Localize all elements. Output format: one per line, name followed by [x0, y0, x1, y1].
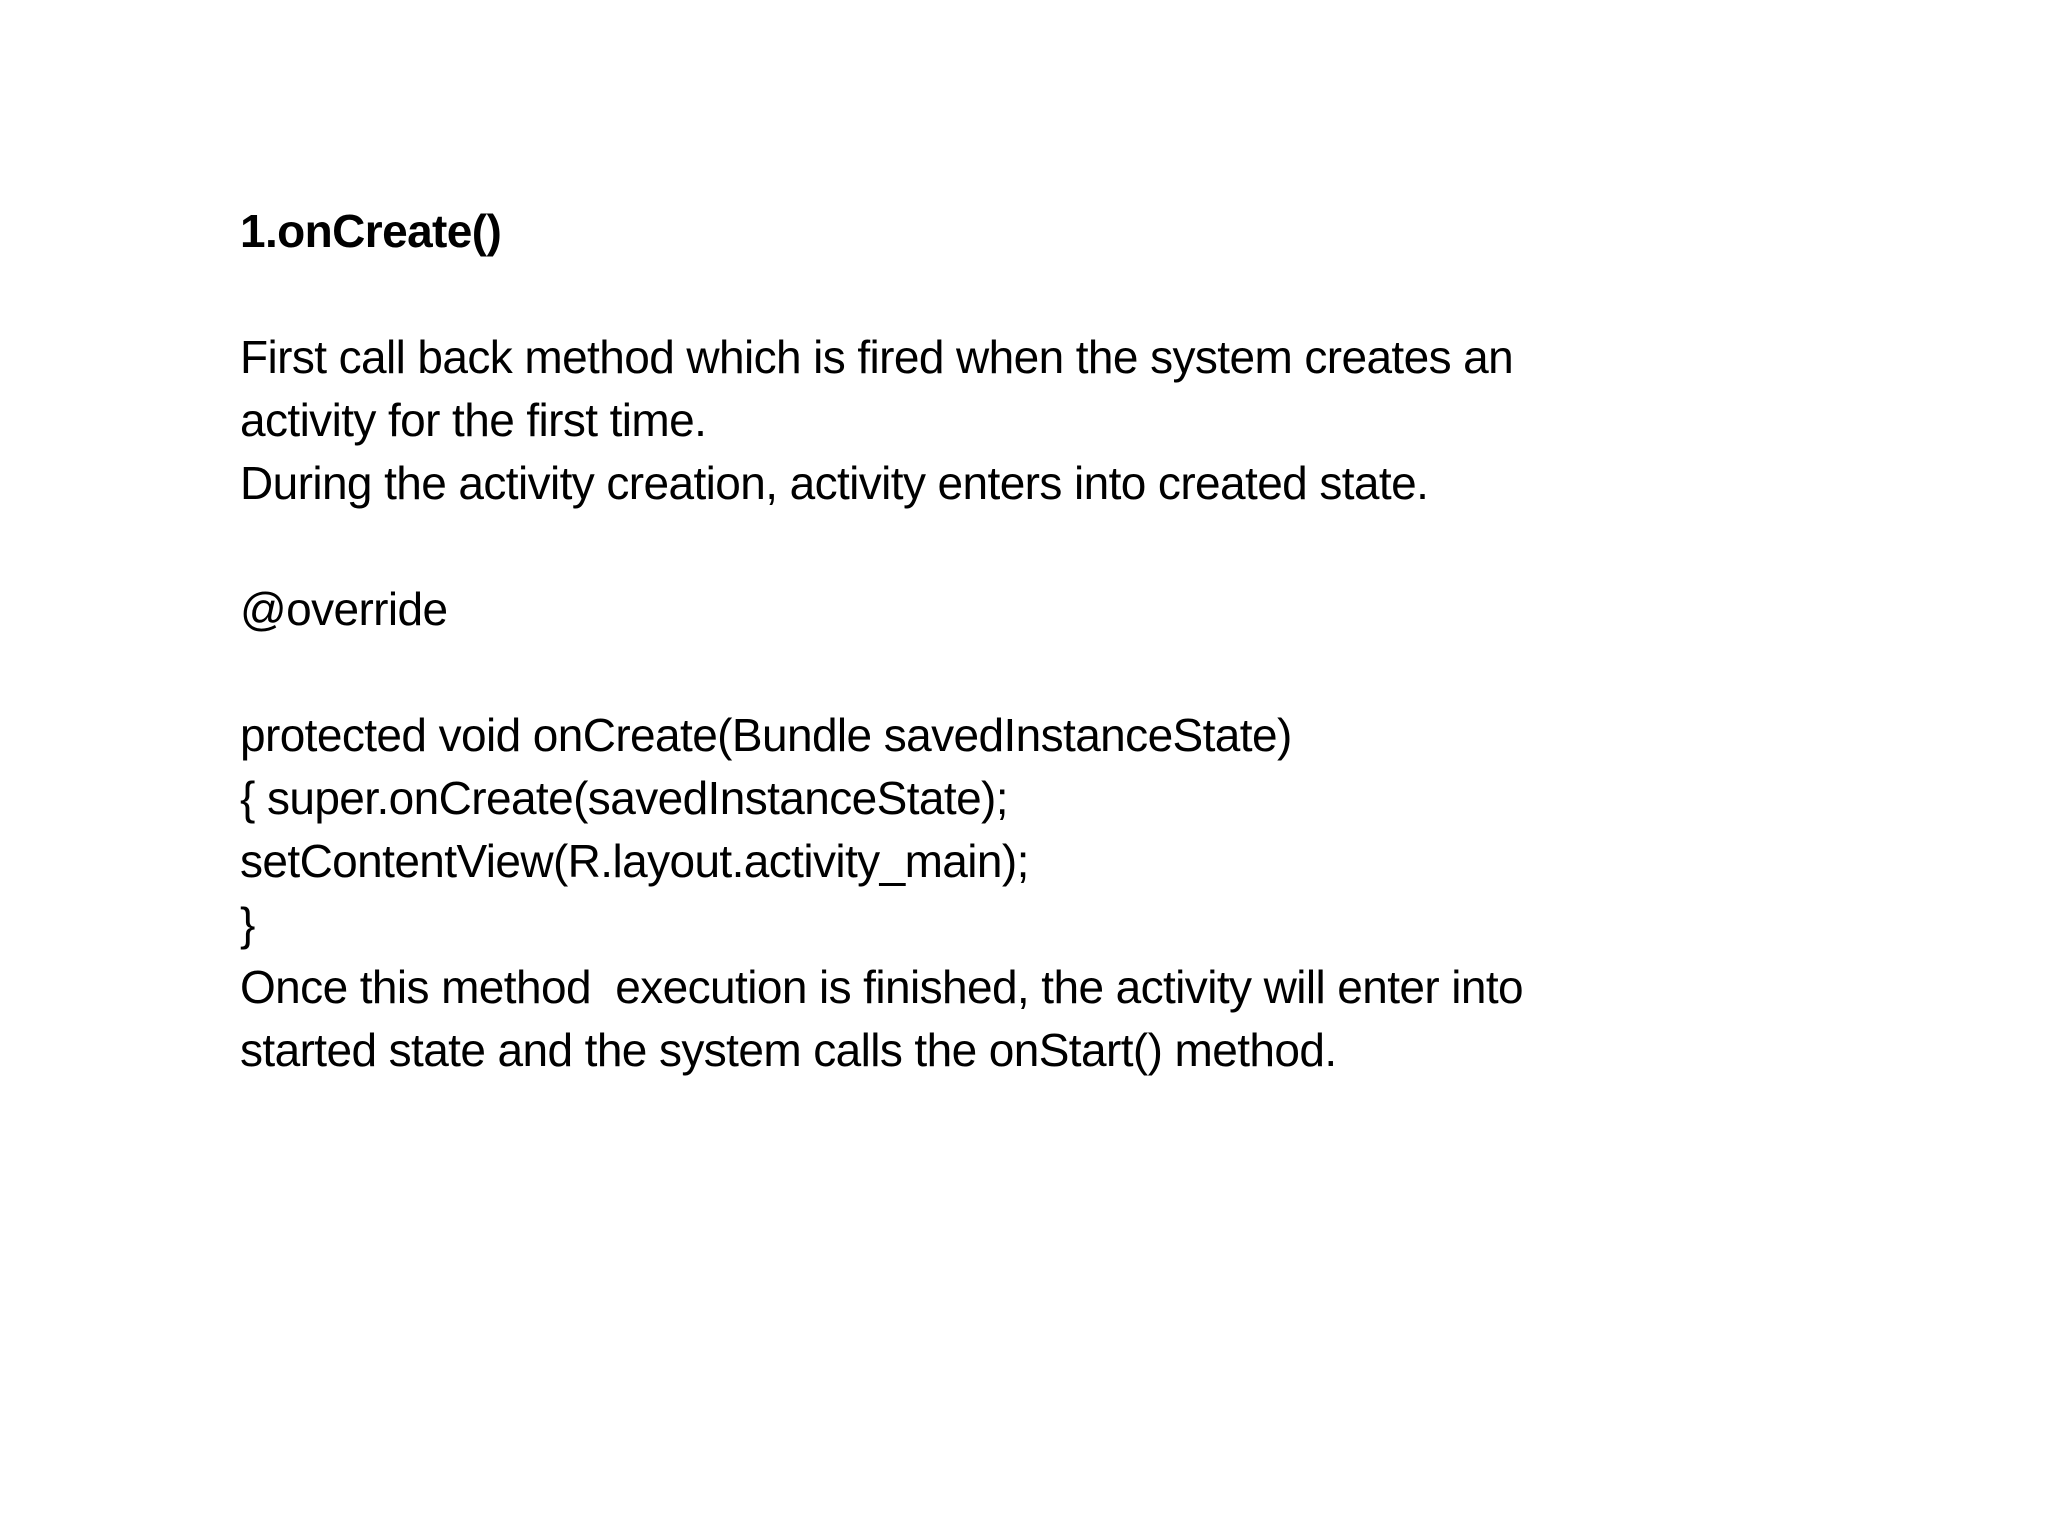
closing-line-1: Once this method execution is finished, the activity will enter into [240, 961, 1524, 1013]
intro-line-3: During the activity creation, activity enters into created state. [240, 457, 1429, 509]
spacer [240, 263, 1840, 326]
code-line-3: setContentView(R.layout.activity_main); [240, 835, 1029, 887]
code-line-2: { super.onCreate(savedInstanceState); [240, 772, 1008, 824]
closing-line-2: started state and the system calls the onStart() method. [240, 1024, 1337, 1076]
code-line-1: protected void onCreate(Bundle savedInstanceState) [240, 709, 1292, 761]
code-line-4: } [240, 898, 255, 950]
slide-heading: 1.onCreate() [240, 205, 502, 257]
intro-line-1: First call back method which is fired when the system creates an [240, 331, 1514, 383]
override-annotation: @override [240, 583, 448, 635]
spacer [240, 515, 1840, 578]
slide-content [240, 200, 1840, 1082]
spacer [240, 641, 1840, 704]
intro-line-2: activity for the first time. [240, 394, 707, 446]
